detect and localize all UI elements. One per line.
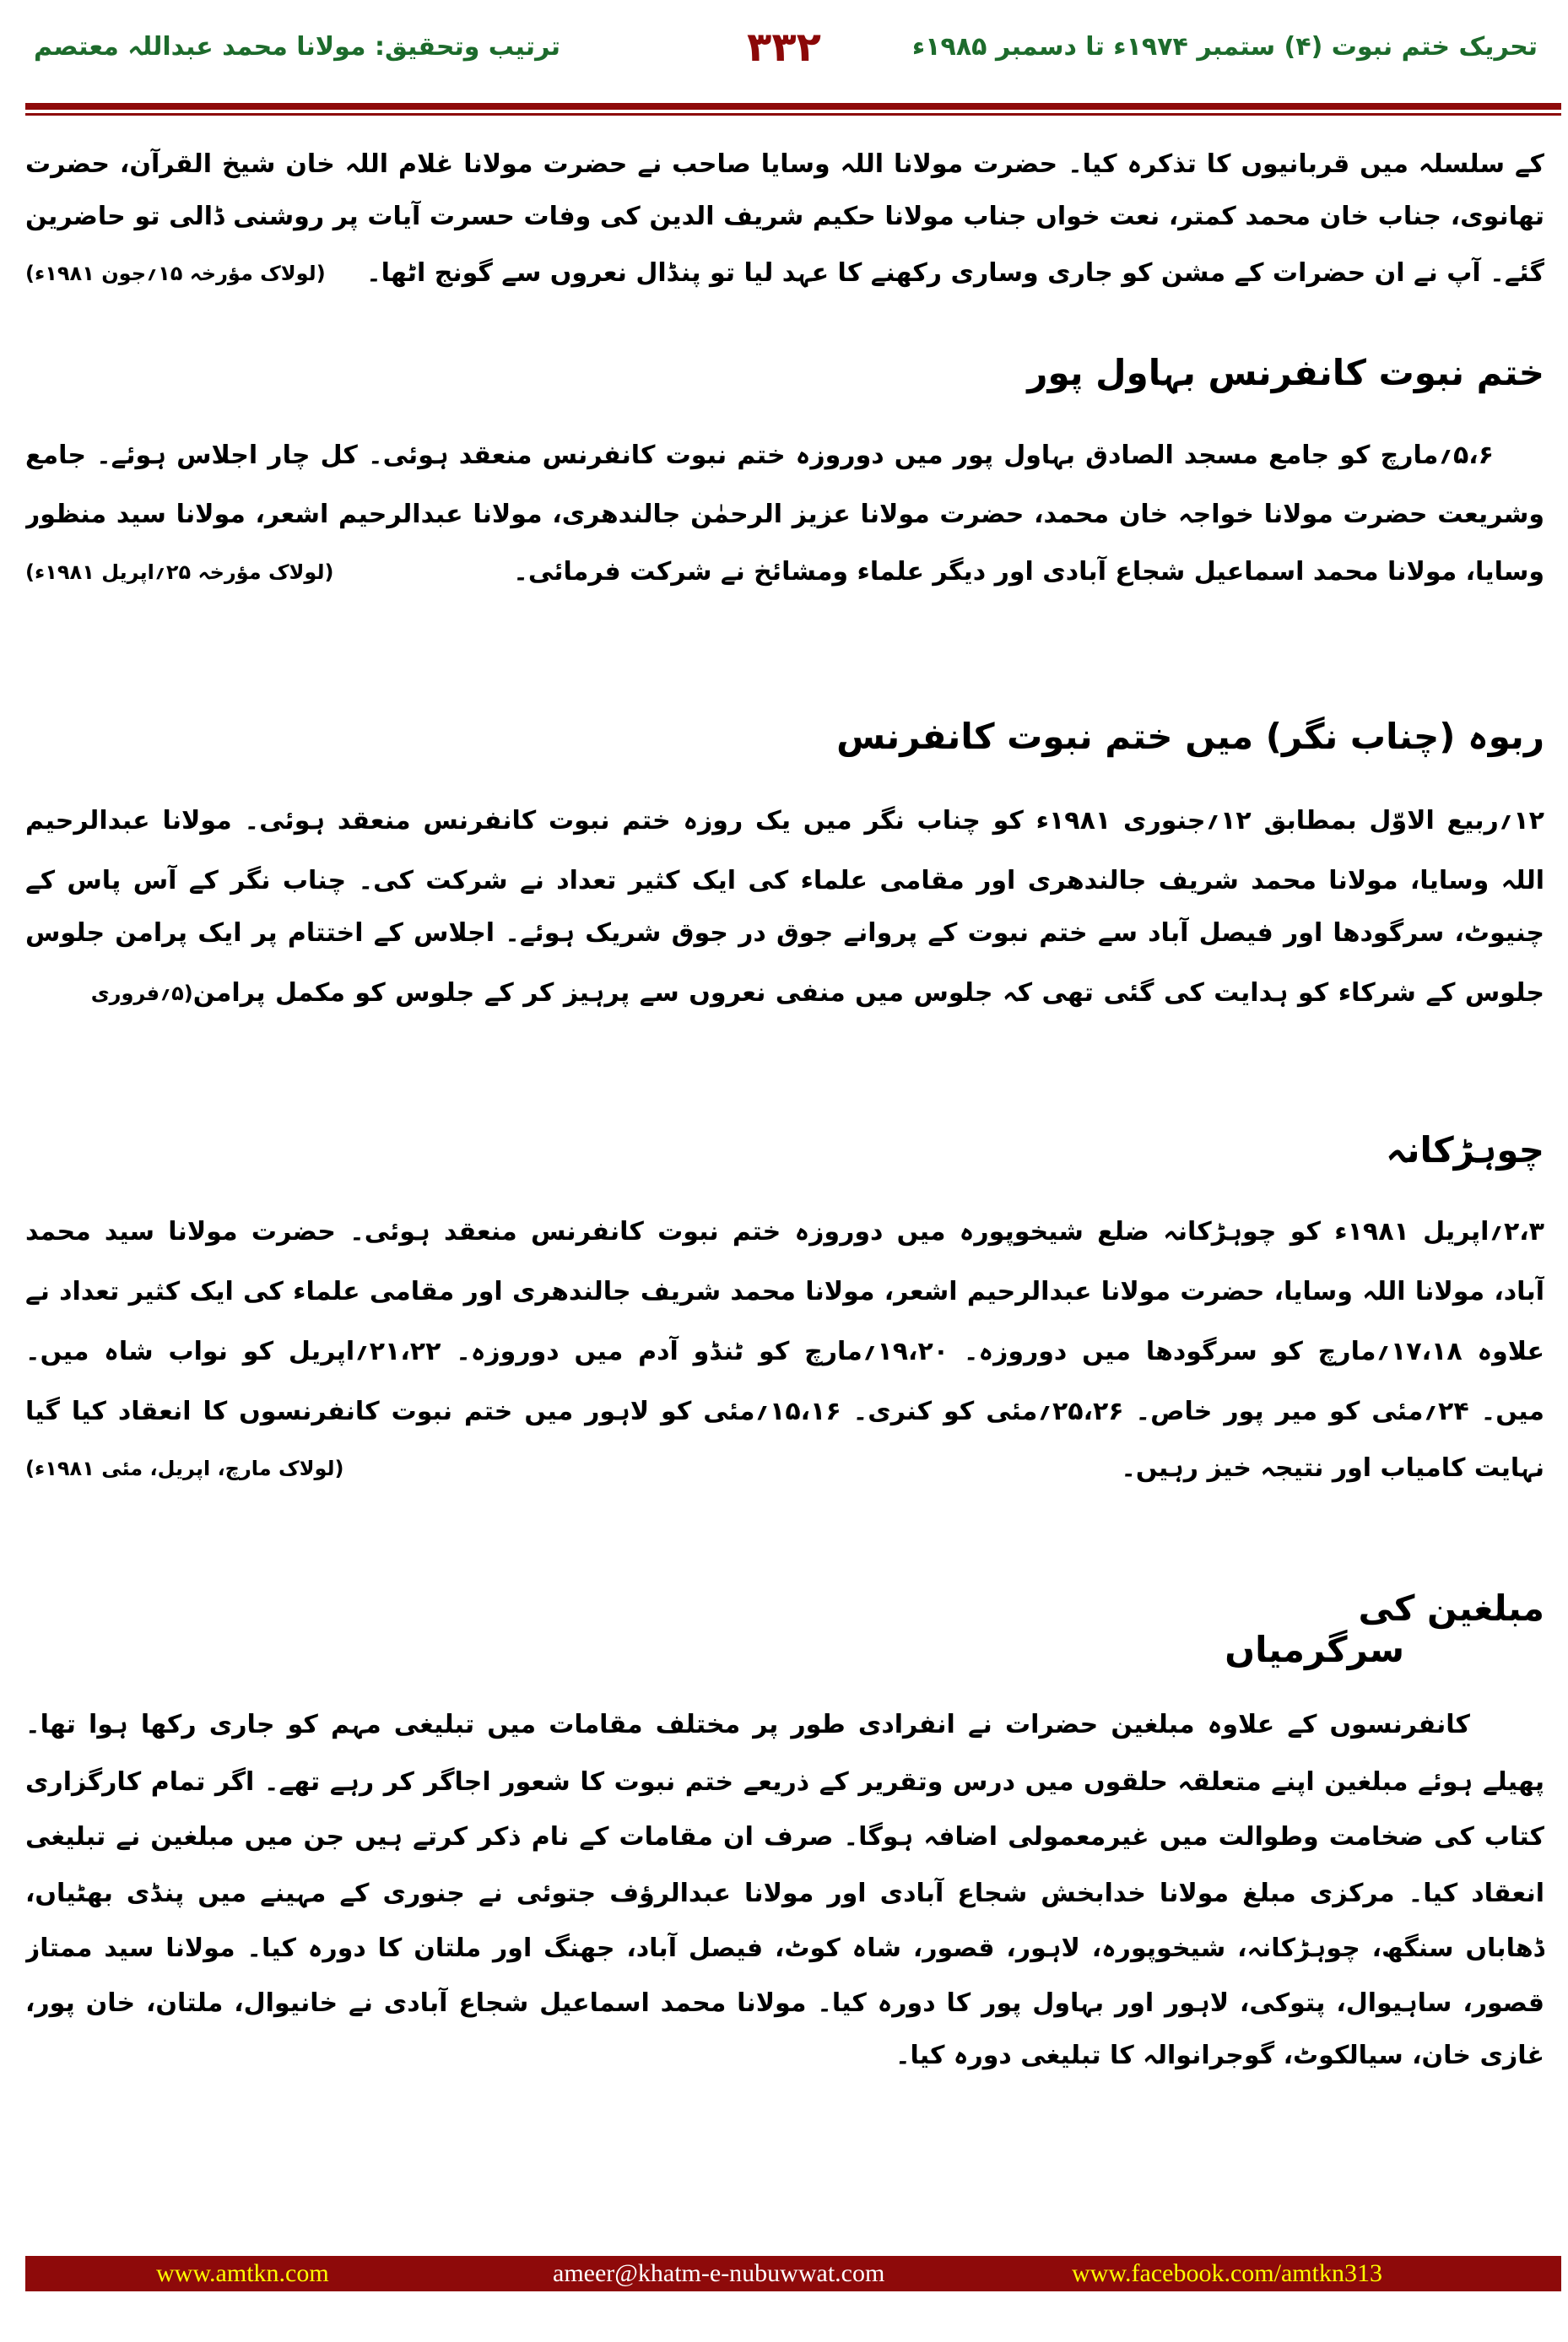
book-title: تحریک ختم نبوت (۴) ستمبر ۱۹۷۴ء تا دسمبر ۱۹۸۵ء [911, 32, 1538, 62]
text-line: ڈھاباں سنگھ، چوہڑکانہ، شیخوپورہ، لاہور، قصور، شاہ کوٹ، فیصل آباد، جھنگ اور ملتان کا دورہ کیا۔ مولانا سید ممتاز [25, 1934, 1544, 1963]
citation: (۵؍فروری [90, 982, 193, 1005]
text-line: پھیلے ہوئے مبلغین اپنے متعلقہ حلقوں میں درس وتقریر کے ذریعے ختم نبوت کا شعور اجاگر کر رہے تھے۔ اگر تمام کارگزاری [25, 1767, 1544, 1797]
text-line: تھانوی، جناب خان محمد کمتر، نعت خواں جناب مولانا حکیم شریف الدین کی وفات حسرت آیات پر روشنی ڈالی تو حاضرین [25, 202, 1544, 231]
facebook-link[interactable]: www.facebook.com/amtkn313 [1072, 2259, 1382, 2287]
section-heading-chuharkana: چوہڑکانہ [1386, 1129, 1544, 1171]
text-line-with-citation [25, 246, 1544, 300]
text-line: کے سلسلہ میں قربانیوں کا تذکرہ کیا۔ حضرت مولانا اللہ وسایا صاحب نے حضرت مولانا غلام اللہ خان شیخ القرآن، حضرت [25, 149, 1544, 179]
text-line: کتاب کی ضخامت وطوالت میں غیرمعمولی اضافہ ہوگا۔ صرف ان مقامات کے نام ذکر کرتے ہیں جن میں مبلغین نے تبلیغی [25, 1822, 1544, 1852]
page-number: ۳۳۲ [747, 24, 821, 71]
section-heading-preachers-line1: مبلغین کی [1358, 1587, 1544, 1629]
text-line: کانفرنسوں کے علاوہ مبلغین حضرات نے انفرادی طور پر مختلف مقامات میں تبلیغی مہم کو جاری رکھا ہوا تھا۔ [25, 1710, 1470, 1739]
text-line: قصور، ساہیوال، پتوکی، لاہور اور بہاول پور کا دورہ کیا۔ مولانا محمد اسماعیل شجاع آبادی نے خانیوال، ملتان، خان پور، [25, 1988, 1544, 2018]
header-rule-thick [25, 103, 1561, 110]
text-line: ۲،۳؍اپریل ۱۹۸۱ء کو چوہڑکانہ ضلع شیخوپورہ میں دوروزہ ختم نبوت کانفرنس منعقد ہوئی۔ حضرت مولانا سید محمد [25, 1217, 1544, 1247]
website-link[interactable]: www.amtkn.com [156, 2259, 329, 2287]
text-line-with-citation [25, 545, 1544, 599]
text-line: ۵،۶؍مارچ کو جامع مسجد الصادق بہاول پور میں دوروزہ ختم نبوت کانفرنس منعقد ہوئی۔ کل چار اجلاس ہوئے۔ جامع [25, 441, 1494, 470]
text-line: وسایا، مولانا محمد اسماعیل شجاع آبادی اور دیگر علماء ومشائخ نے شرکت فرمائی۔ [513, 557, 1544, 587]
text-line: وشریعت حضرت مولانا خواجہ خان محمد، حضرت مولانا عزیز الرحمٰن جالندھری، مولانا عبدالرحیم اشعر، مولانا سید منظور [25, 500, 1544, 529]
text-line: ۱۲؍ربیع الاوّل بمطابق ۱۲؍جنوری ۱۹۸۱ء کو چناب نگر میں یک روزہ ختم نبوت کانفرنس منعقد ہوئی۔ مولانا عبدالرحیم [25, 806, 1544, 836]
text-line: میں۔ ۲۴؍مئی کو میر پور خاص۔ ۲۵،۲۶؍مئی کو کنری۔ ۱۵،۱۶؍مئی کو لاہور میں ختم نبوت کانفرنسوں کا انعقاد کیا گیا [25, 1397, 1544, 1426]
text-line-with-citation [25, 966, 1544, 1020]
text-line: آباد، مولانا اللہ وسایا، حضرت مولانا عبدالرحیم اشعر، مولانا محمد شریف جالندھری اور مقامی علماء کی ایک کثیر تعداد نے [25, 1277, 1544, 1306]
text-line: چنیوٹ، سرگودھا اور فیصل آباد سے ختم نبوت کے پروانے جوق در جوق شریک ہوئے۔ اجلاس کے اختتام پر ایک پرامن جلوس [25, 918, 1544, 948]
text-line: انعقاد کیا۔ مرکزی مبلغ مولانا خدابخش شجاع آبادی اور مولانا عبدالرؤف جتوئی نے جنوری کے مہینے میں پنڈی بھٹیاں، [25, 1879, 1544, 1908]
citation: (لولاک مارچ، اپریل، مئی ۱۹۸۱ء) [25, 1457, 344, 1480]
text-line: اللہ وسایا، مولانا محمد شریف جالندھری اور مقامی علماء کی ایک کثیر تعداد نے شرکت کی۔ چناب نگر کے آس پاس کے [25, 866, 1544, 895]
section-heading-bahawalpur: ختم نبوت کانفرنس بہاول پور [1027, 352, 1544, 393]
text-line: علاوہ ۱۷،۱۸؍مارچ کو سرگودھا میں دوروزہ۔ ۱۹،۲۰؍مارچ کو ٹنڈو آدم میں دوروزہ۔ ۲۱،۲۲؍اپریل کو نواب شاہ میں۔ [25, 1337, 1544, 1366]
header-rule-thin [25, 113, 1561, 116]
citation: (لولاک مؤرخہ ۲۵؍اپریل ۱۹۸۱ء) [25, 560, 334, 584]
text-line: گئے۔ آپ نے ان حضرات کے مشن کو جاری وساری رکھنے کا عہد لیا تو پنڈال نعروں سے گونج اٹھا۔ [366, 258, 1544, 288]
text-line: غازی خان، سیالکوٹ، گوجرانوالہ کا تبلیغی دورہ کیا۔ [895, 2041, 1544, 2070]
citation: (لولاک مؤرخہ ۱۵؍جون ۱۹۸۱ء) [25, 262, 326, 285]
text-line: نہایت کامیاب اور نتیجہ خیز رہیں۔ [1121, 1453, 1544, 1483]
text-line-with-citation [25, 1441, 1544, 1496]
section-heading-rabwah: ربوہ (چناب نگر) میں ختم نبوت کانفرنس [836, 716, 1544, 757]
compiler-credit: ترتیب وتحقیق: مولانا محمد عبداللہ معتصم [34, 32, 560, 62]
footer-bar [25, 2256, 1561, 2291]
section-heading-preachers-line2: سرگرمیاں [1225, 1629, 1404, 1670]
email-link[interactable]: ameer@khatm-e-nubuwwat.com [553, 2259, 885, 2287]
text-line: جلوس کے شرکاء کو ہدایت کی گئی تھی کہ جلوس میں منفی نعروں سے پرہیز کر کے جلوس کو مکمل پرامن [192, 978, 1544, 1008]
